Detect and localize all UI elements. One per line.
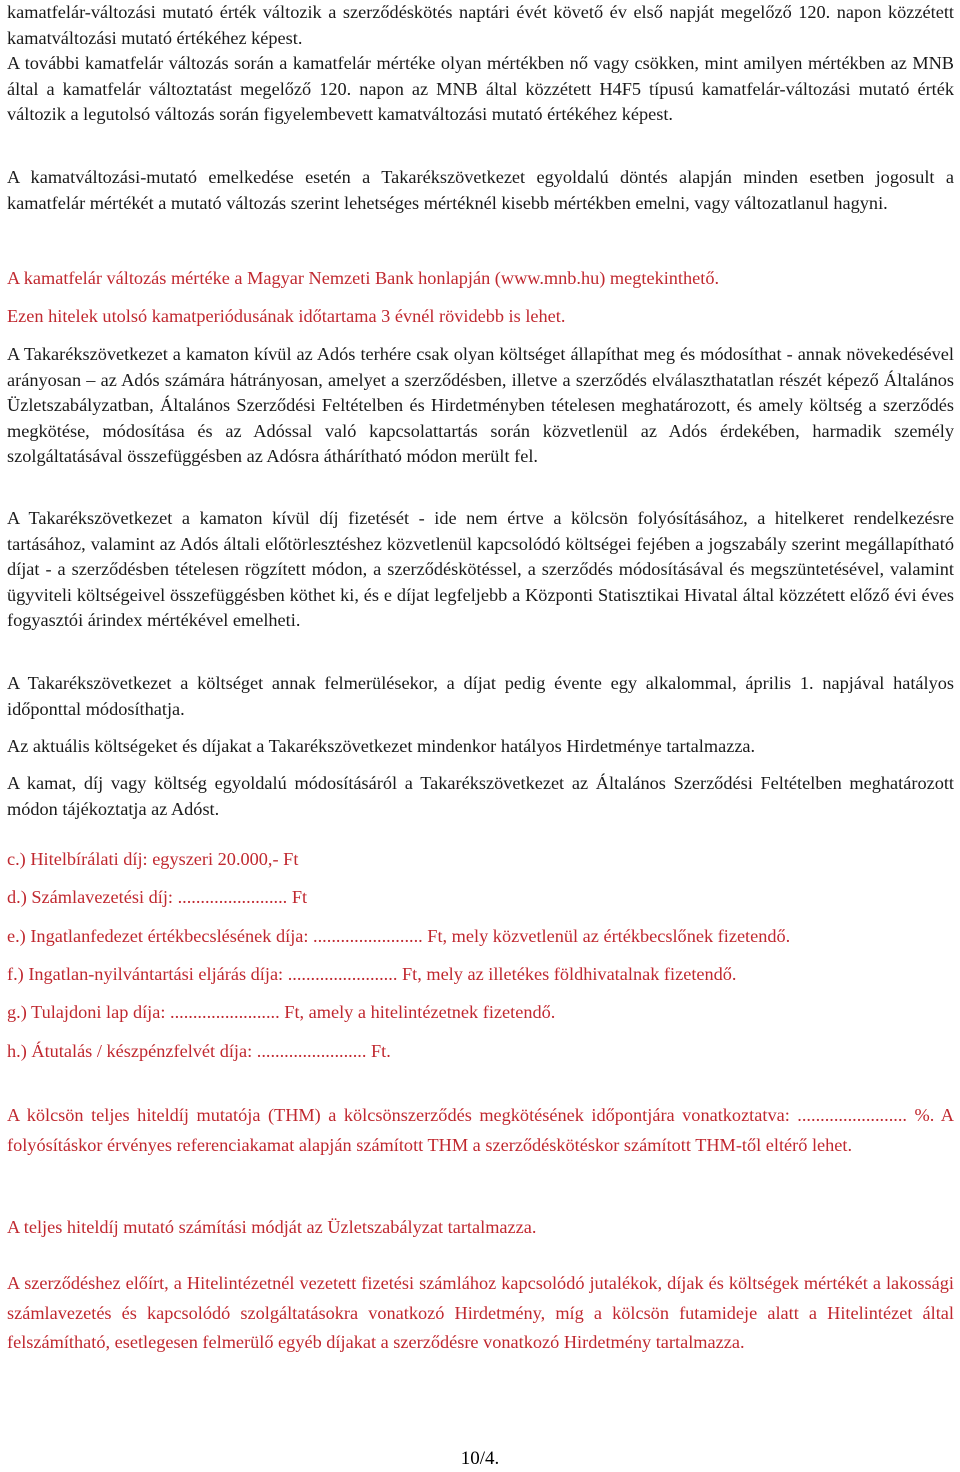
paragraph-indicator-increase: A kamatváltozási-mutató emelkedése esetén a Takarékszövetkezet egyoldalú döntés alapján minden esetben jogosult a kamatfelár mértékét a mutató változás szerint lehetséges mértéknél kisebb mértékben emelni, vagy változatlanul hagyni. — [7, 167, 954, 213]
fee-item-e: e.) Ingatlanfedezet értékbecslésének díja: ........................ Ft, mely közvetlenül az értékbecslőnek fizetendő. — [7, 926, 791, 946]
paragraph-account-fees: A szerződéshez előírt, a Hitelintézetnél vezetett fizetési számlához kapcsolódó jutalékok, díjak és költségek mértékét a lakossági számlavezetés és kapcsolódó szolgáltatásokra vonatkozó Hirdetmény, míg a kölcsön futamideje alatt a Hitelintézet által felszámítható, esetlegesen felmerülő egyéb díjakat a szerződésre vonatkozó Hirdetmény tartalmazza. — [7, 1273, 954, 1352]
paragraph-last-interest-period: Ezen hitelek utolsó kamatperiódusának időtartama 3 évnél rövidebb is lehet. — [7, 306, 566, 326]
paragraph-current-fees: Az aktuális költségeket és díjakat a Takarékszövetkezet mindenkor hatályos Hirdetménye tartalmazza. — [7, 736, 756, 756]
page-number: 10/4. — [460, 1448, 500, 1469]
fee-item-g: g.) Tulajdoni lap díja: ........................ Ft, amely a hitelintézetnek fizetendő. — [7, 1002, 556, 1022]
fee-item-f: f.) Ingatlan-nyilvántartási eljárás díja: ........................ Ft, mely az illetékes földhivatalnak fizetendő. — [7, 964, 737, 984]
fee-item-d: d.) Számlavezetési díj: ........................ Ft — [7, 887, 308, 907]
paragraph-fee-modification-date: A Takarékszövetkezet a költséget annak felmerülésekor, a díjat pedig évente egy alkalommal, április 1. napjával hatályos időponttal módosíthatja. — [7, 673, 954, 719]
paragraph-thm-calculation: A teljes hiteldíj mutató számítási módját az Üzletszabályzat tartalmazza. — [7, 1217, 537, 1237]
fee-item-c: c.) Hitelbírálati díj: egyszeri 20.000,- Ft — [7, 849, 299, 869]
paragraph-mnb-website: A kamatfelár változás mértéke a Magyar Nemzeti Bank honlapján (www.mnb.hu) megtekinthető. — [7, 268, 720, 288]
paragraph-thm: A kölcsön teljes hiteldíj mutatója (THM) a kölcsönszerződés megkötésének időpontjára vonatkoztatva: ........................ %. A folyósításkor érvényes referenciakamat alapján számított THM a szerződéskötéskor számított THM-től eltérő lehet. — [7, 1105, 954, 1155]
paragraph-costs-definition: A Takarékszövetkezet a kamaton kívül az Adós terhére csak olyan költséget állapíthat meg és módosíthat - annak növekedésével arányosan – az Adós számára hátrányosan, amelyet a szerződésben, illetve a szerződés elválaszthatatlan részét képező Általános Üzletszabályzatban, Általános Szerződési Feltételben és Hirdetményben tételesen meghatározott, és amely költség a szerződés megkötése, módosítása és az Adóssal való kapcsolattartás során közvetlenül az Adós érdekében, harmadik személy szolgáltatásával összefüggésben az Adósra áthárítható módon merült fel. — [7, 344, 954, 466]
paragraph-further-rate-change: A további kamatfelár változás során a kamatfelár mértéke olyan mértékben nő vagy csökken, mint amilyen mértékben az MNB által a kamatfelár változtatást megelőző 120. napon az MNB által közzétett H4F5 típusú kamatfelár-változási mutató érték változik a legutolsó változás során figyelembevett kamatváltozási mutató értékéhez képest. — [7, 53, 954, 124]
fee-item-h: h.) Átutalás / készpénzfelvét díja: ........................ Ft. — [7, 1041, 391, 1061]
paragraph-rate-change-reference: kamatfelár-változási mutató érték változik a szerződéskötés naptári évét követő év első napját megelőző 120. napon közzétett kamatváltozási mutató értékéhez képest. — [7, 2, 954, 48]
paragraph-fee-definition: A Takarékszövetkezet a kamaton kívül díj fizetését - ide nem értve a kölcsön folyósításához, a hitelkeret rendelkezésre tartásához, valamint az Adós általi előtörlesztéshez közvetlenül kapcsolódó költségei fejében a jogszabály szerint megállapítható díjat - a szerződésben tételesen rögzített módon, a szerződéskötéssel, a szerződés módosításával és megszüntetésével, valamint ügyviteli költségeivel összefüggésben köthet ki, és e díjat legfeljebb a Központi Statisztikai Hivatal által közzétett előző évi éves fogyasztói árindex mértékével emelheti. — [7, 508, 954, 630]
paragraph-unilateral-modification: A kamat, díj vagy költség egyoldalú módosításáról a Takarékszövetkezet az Általános Szerződési Feltételben meghatározott módon tájékoztatja az Adóst. — [7, 773, 954, 819]
